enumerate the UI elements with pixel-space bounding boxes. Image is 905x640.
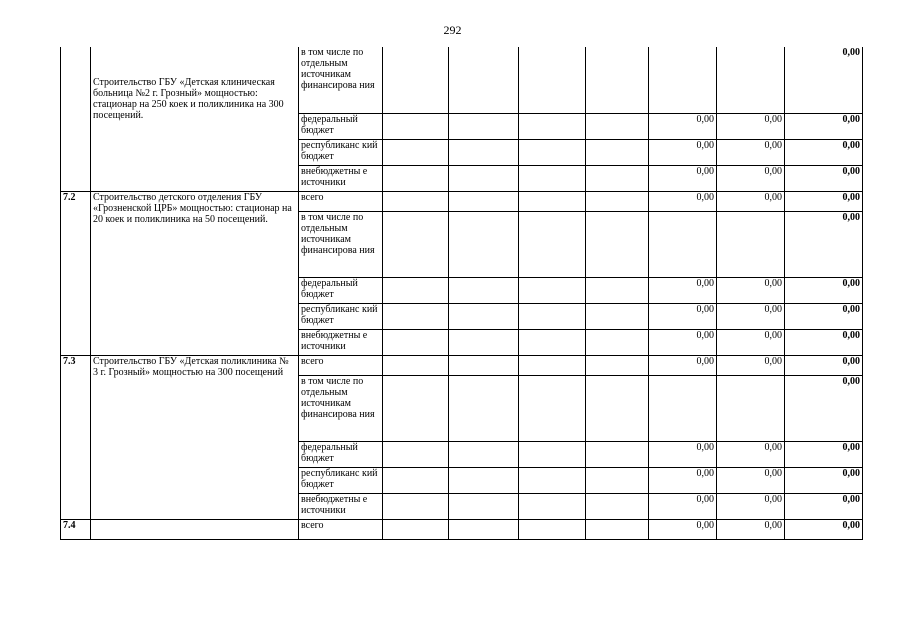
funding-source: всего: [299, 355, 383, 375]
item-name: Строительство ГБУ «Детская клиническая больница №2 г. Грозный» мощностью: стационар на 250 коек и поликлиника на 300 посещений.: [93, 77, 284, 121]
empty-year-cell: [519, 441, 586, 467]
total-cell: 0,00: [785, 191, 863, 211]
empty-year-cell: [586, 47, 649, 113]
empty-year-cell: [383, 329, 449, 355]
empty-year-cell: [519, 329, 586, 355]
empty-year-cell: [449, 165, 519, 191]
value-cell: 0,00: [717, 441, 785, 467]
empty-year-cell: [586, 165, 649, 191]
total-cell: 0,00: [785, 165, 863, 191]
value-cell: [717, 47, 785, 113]
value-cell: 0,00: [649, 277, 717, 303]
item-number: [61, 47, 91, 191]
total-cell: 0,00: [785, 519, 863, 539]
page-number: 292: [443, 23, 462, 37]
value-cell: 0,00: [649, 355, 717, 375]
empty-year-cell: [383, 355, 449, 375]
value-cell: 0,00: [649, 165, 717, 191]
funding-source: в том числе по отдельным источникам финансирова ния: [299, 211, 383, 277]
empty-year-cell: [586, 467, 649, 493]
empty-year-cell: [586, 113, 649, 139]
empty-year-cell: [449, 191, 519, 211]
item-number: 7.3: [61, 355, 91, 519]
empty-year-cell: [519, 113, 586, 139]
empty-year-cell: [449, 493, 519, 519]
value-cell: 0,00: [649, 191, 717, 211]
empty-year-cell: [383, 441, 449, 467]
value-cell: 0,00: [649, 493, 717, 519]
empty-year-cell: [586, 329, 649, 355]
empty-year-cell: [383, 519, 449, 539]
table-row: [61, 519, 863, 539]
value-cell: 0,00: [717, 191, 785, 211]
empty-year-cell: [449, 329, 519, 355]
value-cell: 0,00: [717, 165, 785, 191]
empty-year-cell: [383, 493, 449, 519]
funding-source: внебюджетны е источники: [299, 165, 383, 191]
item-name-cell: [91, 355, 299, 519]
funding-source: внебюджетны е источники: [299, 329, 383, 355]
funding-source: всего: [299, 191, 383, 211]
empty-year-cell: [449, 277, 519, 303]
funding-source: республиканс кий бюджет: [299, 303, 383, 329]
value-cell: 0,00: [717, 493, 785, 519]
empty-year-cell: [383, 211, 449, 277]
item-name-cell: [91, 519, 299, 539]
value-cell: [717, 375, 785, 441]
budget-table: [60, 47, 863, 540]
empty-year-cell: [449, 139, 519, 165]
total-cell: 0,00: [785, 441, 863, 467]
empty-year-cell: [519, 355, 586, 375]
empty-year-cell: [383, 113, 449, 139]
funding-source: федеральный бюджет: [299, 441, 383, 467]
empty-year-cell: [586, 139, 649, 165]
empty-year-cell: [383, 165, 449, 191]
empty-year-cell: [519, 191, 586, 211]
empty-year-cell: [383, 277, 449, 303]
empty-year-cell: [586, 191, 649, 211]
total-cell: 0,00: [785, 493, 863, 519]
value-cell: 0,00: [717, 139, 785, 165]
value-cell: 0,00: [717, 113, 785, 139]
empty-year-cell: [383, 191, 449, 211]
empty-year-cell: [383, 375, 449, 441]
total-cell: 0,00: [785, 139, 863, 165]
value-cell: 0,00: [649, 467, 717, 493]
item-number: 7.4: [61, 519, 91, 539]
value-cell: 0,00: [649, 329, 717, 355]
funding-source: в том числе по отдельным источникам финансирова ния: [299, 375, 383, 441]
empty-year-cell: [449, 47, 519, 113]
value-cell: 0,00: [717, 303, 785, 329]
total-cell: 0,00: [785, 355, 863, 375]
empty-year-cell: [586, 441, 649, 467]
value-cell: 0,00: [649, 139, 717, 165]
table-row: [61, 191, 863, 211]
item-name: Строительство ГБУ «Детская поликлиника № 3 г. Грозный» мощностью на 300 посещений: [93, 355, 289, 378]
empty-year-cell: [449, 355, 519, 375]
empty-year-cell: [383, 467, 449, 493]
value-cell: 0,00: [649, 519, 717, 539]
empty-year-cell: [383, 303, 449, 329]
funding-source: федеральный бюджет: [299, 113, 383, 139]
total-cell: 0,00: [785, 303, 863, 329]
total-cell: 0,00: [785, 329, 863, 355]
table-row: [61, 47, 863, 113]
item-name: Строительство детского отделения ГБУ «Грозненской ЦРБ» мощностью: стационар на 20 коек и поликлиника на 50 посещений.: [93, 191, 292, 225]
empty-year-cell: [586, 303, 649, 329]
value-cell: 0,00: [649, 303, 717, 329]
empty-year-cell: [449, 519, 519, 539]
empty-year-cell: [449, 303, 519, 329]
empty-year-cell: [519, 519, 586, 539]
empty-year-cell: [586, 277, 649, 303]
value-cell: [717, 211, 785, 277]
item-number: 7.2: [61, 191, 91, 355]
empty-year-cell: [449, 441, 519, 467]
value-cell: 0,00: [649, 113, 717, 139]
empty-year-cell: [449, 375, 519, 441]
value-cell: 0,00: [717, 329, 785, 355]
empty-year-cell: [449, 211, 519, 277]
funding-source: республиканс кий бюджет: [299, 467, 383, 493]
total-cell: 0,00: [785, 47, 863, 113]
total-cell: 0,00: [785, 375, 863, 441]
total-cell: 0,00: [785, 211, 863, 277]
funding-source: республиканс кий бюджет: [299, 139, 383, 165]
empty-year-cell: [519, 493, 586, 519]
empty-year-cell: [449, 113, 519, 139]
empty-year-cell: [519, 211, 586, 277]
empty-year-cell: [519, 467, 586, 493]
value-cell: 0,00: [717, 519, 785, 539]
value-cell: [649, 47, 717, 113]
value-cell: [649, 375, 717, 441]
value-cell: 0,00: [649, 441, 717, 467]
empty-year-cell: [586, 355, 649, 375]
empty-year-cell: [586, 375, 649, 441]
empty-year-cell: [519, 375, 586, 441]
funding-source: всего: [299, 519, 383, 539]
empty-year-cell: [519, 47, 586, 113]
empty-year-cell: [383, 47, 449, 113]
value-cell: 0,00: [717, 355, 785, 375]
funding-source: федеральный бюджет: [299, 277, 383, 303]
total-cell: 0,00: [785, 113, 863, 139]
value-cell: [649, 211, 717, 277]
empty-year-cell: [586, 519, 649, 539]
empty-year-cell: [586, 211, 649, 277]
item-name-cell: [91, 191, 299, 355]
funding-source: в том числе по отдельным источникам финансирова ния: [299, 47, 383, 113]
item-name-cell: [91, 47, 299, 191]
empty-year-cell: [519, 277, 586, 303]
value-cell: 0,00: [717, 277, 785, 303]
empty-year-cell: [519, 303, 586, 329]
empty-year-cell: [519, 165, 586, 191]
empty-year-cell: [449, 467, 519, 493]
total-cell: 0,00: [785, 277, 863, 303]
table-row: [61, 355, 863, 375]
empty-year-cell: [519, 139, 586, 165]
empty-year-cell: [383, 139, 449, 165]
empty-year-cell: [586, 493, 649, 519]
funding-source: внебюджетны е источники: [299, 493, 383, 519]
total-cell: 0,00: [785, 467, 863, 493]
value-cell: 0,00: [717, 467, 785, 493]
